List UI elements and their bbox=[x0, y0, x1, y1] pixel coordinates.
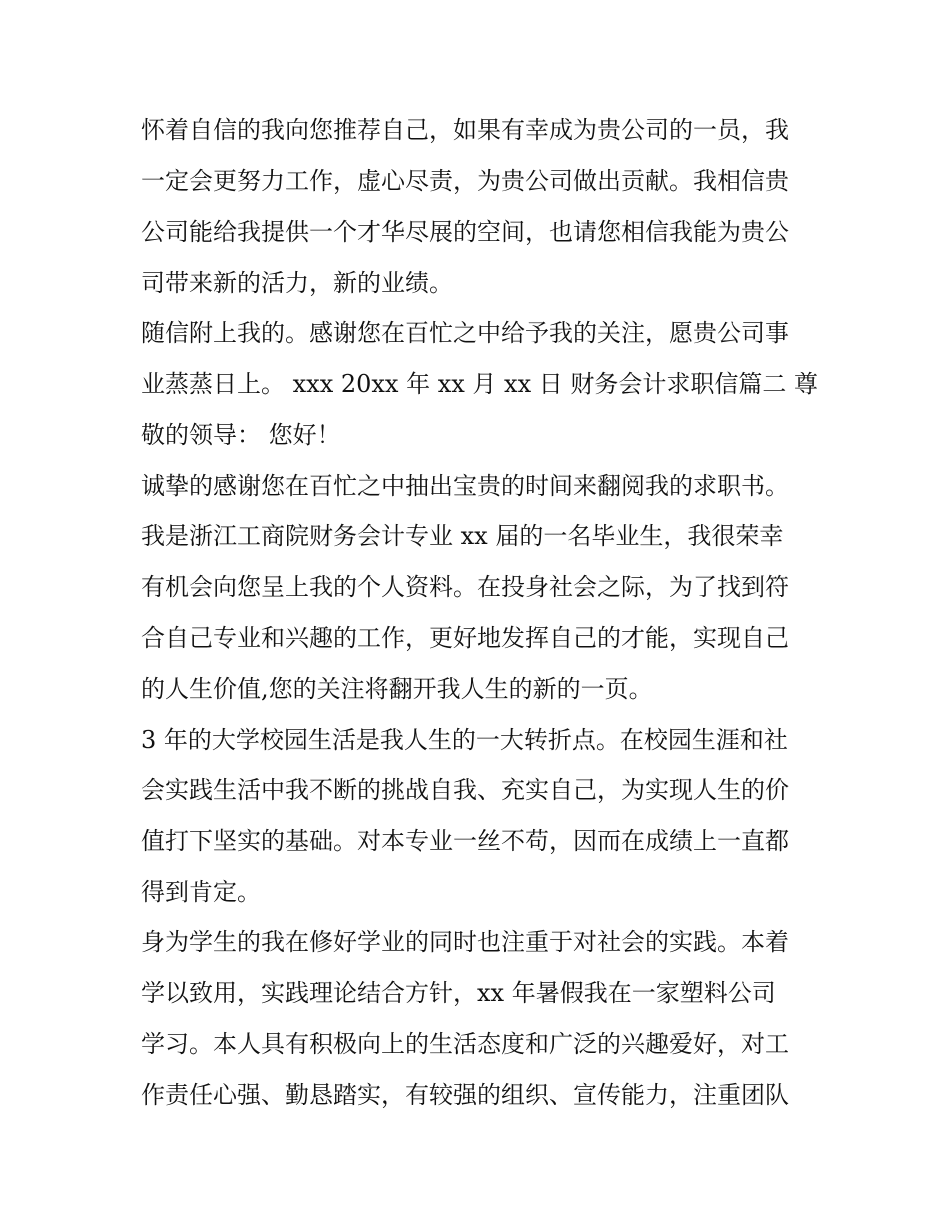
text-line: 值打下坚实的基础。对本专业一丝不苟，因而在成绩上一直都 bbox=[141, 827, 789, 855]
text-line: 业蒸蒸日上。 xxx 20xx 年 xx 月 xx 日 财务会计求职信篇二 尊 bbox=[141, 370, 819, 398]
text-line: 我是浙江工商院财务会计专业 xx 届的一名毕业生，我很荣幸 bbox=[141, 522, 784, 550]
text-line: 作责任心强、勤恳踏实，有较强的组织、宣传能力，注重团队 bbox=[141, 1081, 789, 1109]
text-line: 随信附上我的。感谢您在百忙之中给予我的关注，愿贵公司事 bbox=[141, 319, 789, 347]
text-line: 学习。本人具有积极向上的生活态度和广泛的兴趣爱好，对工 bbox=[141, 1030, 789, 1058]
text-line: 的人生价值,您的关注将翻开我人生的新的一页。 bbox=[141, 675, 653, 703]
text-line: 怀着自信的我向您推荐自己，如果有幸成为贵公司的一员，我 bbox=[141, 116, 789, 144]
text-line: 司带来新的活力，新的业绩。 bbox=[141, 269, 453, 297]
text-line: 诚挚的感谢您在百忙之中抽出宝贵的时间来翻阅我的求职书。 bbox=[141, 472, 789, 500]
text-line: 得到肯定。 bbox=[141, 878, 261, 906]
text-line: 公司能给我提供一个才华尽展的空间，也请您相信我能为贵公 bbox=[141, 218, 789, 246]
text-line: 有机会向您呈上我的个人资料。在投身社会之际，为了找到符 bbox=[141, 573, 789, 601]
text-line: 会实践生活中我不断的挑战自我、充实自己，为实现人生的价 bbox=[141, 776, 789, 804]
text-line: 一定会更努力工作，虚心尽责，为贵公司做出贡献。我相信贵 bbox=[141, 167, 789, 195]
text-line: 3 年的大学校园生活是我人生的一大转折点。在校园生涯和社 bbox=[141, 726, 788, 754]
text-line: 合自己专业和兴趣的工作，更好地发挥自己的才能，实现自己 bbox=[141, 624, 789, 652]
text-line: 身为学生的我在修好学业的同时也注重于对社会的实践。本着 bbox=[141, 928, 789, 956]
text-line: 敬的领导： 您好！ bbox=[141, 421, 341, 449]
text-line: 学以致用，实践理论结合方针，xx 年暑假我在一家塑料公司 bbox=[141, 979, 776, 1007]
